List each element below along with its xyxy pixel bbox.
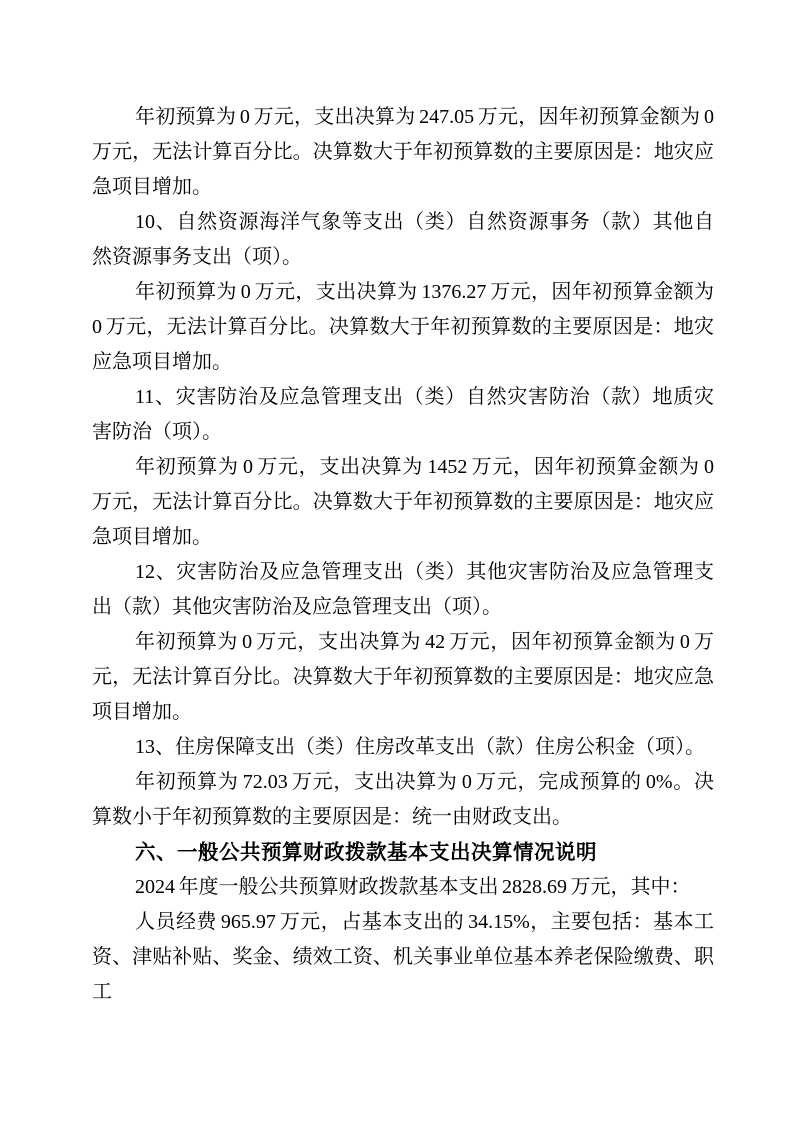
paragraph: 12、灾害防治及应急管理支出（类）其他灾害防治及应急管理支出（款）其他灾害防治及应急管理支出（项）。 [92,561,714,618]
paragraph: 年初预算为 0 万元，支出决算为 247.05 万元，因年初预算金额为 0 万元，无法计算百分比。决算数大于年初预算数的主要原因是：地灾应急项目增加。 [92,106,714,198]
paragraph: 11、灾害防治及应急管理支出（类）自然灾害防治（款）地质灾害防治（项）。 [92,386,714,443]
section-heading: 六、一般公共预算财政拨款基本支出决算情况说明 [135,841,597,864]
paragraph: 年初预算为 0 万元，支出决算为 42 万元，因年初预算金额为 0 万元，无法计算百分比。决算数大于年初预算数的主要原因是：地灾应急项目增加。 [92,631,714,723]
document-body [92,100,714,1010]
paragraph: 年初预算为 72.03 万元，支出决算为 0 万元，完成预算的 0%。决算数小于年初预算数的主要原因是：统一由财政支出。 [92,771,714,828]
paragraph: 年初预算为 0 万元，支出决算为 1376.27 万元，因年初预算金额为 0 万元，无法计算百分比。决算数大于年初预算数的主要原因是：地灾应急项目增加。 [92,281,714,373]
paragraph: 年初预算为 0 万元，支出决算为 1452 万元，因年初预算金额为 0 万元，无法计算百分比。决算数大于年初预算数的主要原因是：地灾应急项目增加。 [92,456,714,548]
paragraph: 10、自然资源海洋气象等支出（类）自然资源事务（款）其他自然资源事务支出（项）。 [92,211,714,268]
paragraph: 人员经费 965.97 万元，占基本支出的 34.15%，主要包括：基本工资、津贴补贴、奖金、绩效工资、机关事业单位基本养老保险缴费、职工 [92,911,714,1003]
paragraph: 2024 年度一般公共预算财政拨款基本支出 2828.69 万元，其中： [135,876,691,898]
paragraph: 13、住房保障支出（类）住房改革支出（款）住房公积金（项）。 [135,736,705,758]
